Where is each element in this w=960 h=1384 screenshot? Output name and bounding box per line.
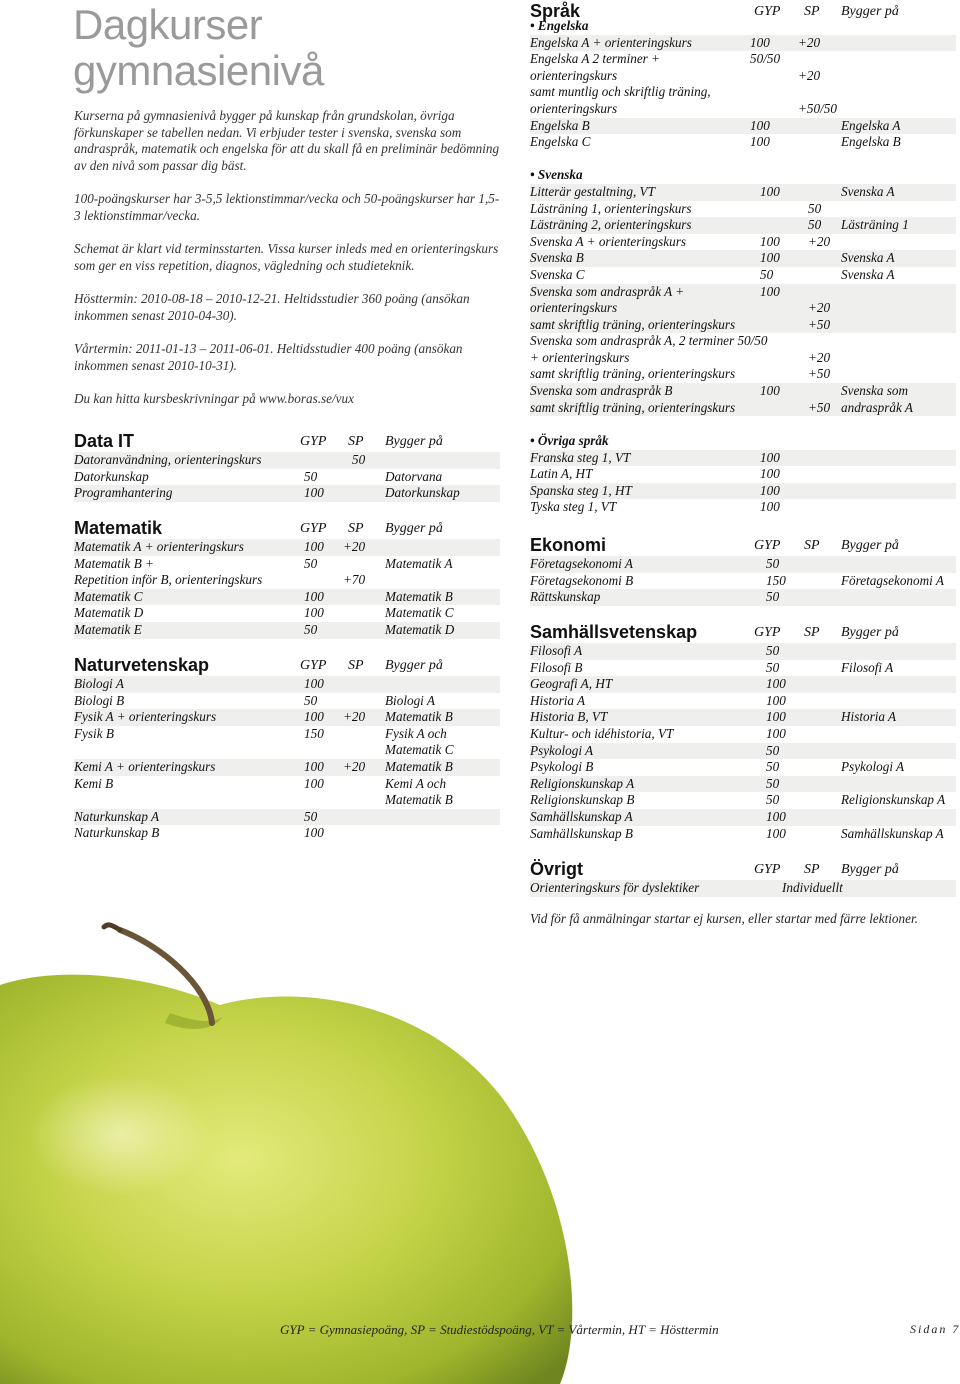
section-header [530, 534, 956, 556]
gyp-value: 100 [760, 482, 780, 498]
prerequisite: Religionskunskap A [841, 792, 946, 808]
section-header [74, 430, 500, 452]
table-row [530, 118, 956, 135]
table-row [530, 660, 956, 677]
section-heading: Övrigt [530, 859, 584, 879]
col-sp: SP [804, 862, 820, 877]
prerequisite: Samhällskunskap A [841, 825, 944, 841]
gyp-value: 50/50 [750, 51, 781, 67]
gyp-value: 100 [766, 692, 786, 708]
table-row [530, 51, 956, 68]
table-row [74, 605, 500, 622]
col-sp: SP [804, 538, 820, 553]
gyp-value: 100 [304, 676, 324, 691]
course-name: samt skriftlig träning, orienteringskurs [530, 399, 736, 415]
prerequisite: Psykologi A [841, 759, 905, 775]
sp-value: +50/50 [798, 100, 837, 116]
prerequisite: Biologi A [385, 692, 435, 708]
subsection-ovriga-sprak: • Övriga språk [530, 433, 609, 448]
table-row [530, 317, 956, 334]
course-name: orienteringskurs [530, 67, 618, 83]
table-row [530, 366, 956, 383]
course-name: Matematik D [74, 605, 144, 621]
intro-text [74, 108, 500, 425]
course-name: Rättskunskap [530, 589, 601, 605]
table-row [530, 826, 956, 843]
table-row [530, 709, 956, 726]
prerequisite: Svenska A [841, 266, 895, 282]
course-name: Lästräning 2, orienteringskurs [530, 217, 692, 233]
gyp-value: 100 [766, 825, 786, 841]
prerequisite: Kemi A och [385, 775, 447, 791]
col-gyp: GYP [754, 862, 781, 877]
table-row [74, 726, 500, 743]
table-row [530, 184, 956, 201]
table-row [74, 539, 500, 556]
subsection-engelska: • Engelska [530, 18, 589, 33]
prerequisite: Filosofi A [841, 659, 894, 675]
prerequisite: Svenska som [841, 383, 909, 399]
gyp-value: 50 [766, 759, 780, 775]
prerequisite: Datorkunskap [385, 485, 460, 501]
course-name: Historia A [530, 692, 586, 708]
course-name: Matematik C [74, 588, 143, 604]
section-heading: Naturvetenskap [74, 655, 210, 675]
course-name: Engelska A + orienteringskurs [530, 34, 692, 50]
course-name: Matematik B + [74, 555, 154, 571]
course-table [74, 539, 500, 639]
course-name: Matematik E [74, 621, 142, 637]
col-sp: SP [804, 625, 820, 640]
prerequisite: Matematik B [385, 709, 453, 725]
course-table [530, 450, 956, 516]
gyp-value: 50 [304, 808, 318, 824]
sp-value: 50 [808, 217, 822, 233]
course-name: Svenska som andraspråk B [530, 383, 673, 399]
course-name: Psykologi A [530, 742, 594, 758]
course-table [530, 880, 956, 897]
table-row [530, 201, 956, 218]
table-row [74, 469, 500, 486]
table-row [530, 466, 956, 483]
course-name: Geografi A, HT [530, 676, 613, 692]
course-name: Samhällskunskap A [530, 808, 633, 824]
table-row [74, 556, 500, 573]
course-table [530, 643, 956, 842]
table-row [74, 622, 500, 639]
col-sp: SP [348, 521, 364, 536]
prerequisite: Företagsekonomi A [841, 572, 944, 588]
page-title: Dagkurser gymnasienivå [73, 1, 324, 94]
sp-value: Individuellt [782, 880, 843, 895]
gyp-value: 100 [766, 725, 786, 741]
col-bygger: Bygger på [841, 625, 899, 640]
section-heading: Matematik [74, 518, 163, 538]
course-name: Latin A, HT [530, 466, 593, 482]
prerequisite: Engelska A [841, 117, 901, 133]
gyp-value: 100 [304, 539, 324, 554]
section-heading: Data IT [74, 431, 135, 451]
prerequisite: Matematik B [385, 758, 453, 774]
course-name: Biologi B [74, 692, 125, 708]
gyp-value: 100 [760, 383, 780, 399]
col-sp: SP [804, 4, 820, 19]
table-row [530, 400, 956, 417]
sp-value: +20 [808, 300, 831, 316]
intro-paragraph: Du kan hitta kursbeskrivningar på www.boras.se/vux [74, 391, 354, 406]
course-name: Religionskunskap A [530, 775, 635, 791]
course-name: Företagsekonomi B [530, 572, 634, 588]
course-name: Svenska som andraspråk A, 2 terminer 50/50 [530, 333, 768, 349]
sp-value: +20 [798, 34, 821, 50]
gyp-value: 50 [760, 266, 774, 282]
section-heading: Språk [530, 1, 581, 21]
course-name: Litterär gestaltning, VT [530, 183, 655, 199]
intro-paragraph: Vårtermin: 2011-01-13 – 2011-06-01. Heltidsstudier 400 poäng (ansökan inkommen senast 2010-10-31). [74, 341, 463, 373]
gyp-value: 50 [304, 468, 318, 484]
course-table [530, 35, 956, 151]
section-sprak [530, 0, 956, 416]
course-name: Repetition inför B, orienteringskurs [74, 572, 263, 588]
col-bygger: Bygger på [841, 862, 899, 877]
table-row [530, 450, 956, 467]
course-name: Orienteringskurs för dyslektiker [530, 880, 700, 895]
course-table [530, 556, 956, 606]
col-gyp: GYP [754, 538, 781, 553]
sp-value: +20 [808, 349, 831, 365]
section-header [530, 858, 956, 880]
gyp-value: 100 [760, 449, 780, 465]
course-name: Datoranvändning, orienteringskurs [74, 452, 262, 467]
table-row [74, 485, 500, 502]
table-row [74, 759, 500, 776]
table-row [530, 300, 956, 317]
course-name: Svenska A + orienteringskurs [530, 233, 687, 249]
course-name: Datorkunskap [74, 468, 149, 484]
prerequisite: Datorvana [385, 468, 443, 484]
course-table [530, 184, 956, 416]
gyp-value: 50 [766, 643, 780, 658]
course-table [74, 676, 500, 842]
apple-image [0, 905, 600, 1384]
prerequisite: Fysik A och [385, 725, 447, 741]
course-name: Naturkunskap A [74, 808, 160, 824]
course-name: orienteringskurs [530, 300, 618, 316]
table-row [530, 726, 956, 743]
course-name: Filosofi B [530, 659, 583, 675]
gyp-value: 50 [766, 659, 780, 675]
table-row [530, 134, 956, 151]
gyp-value: 100 [760, 466, 780, 482]
course-name: Religionskunskap B [530, 792, 635, 808]
table-row [530, 759, 956, 776]
table-row [530, 333, 956, 350]
gyp-value: 50 [766, 589, 780, 605]
course-name: Biologi A [74, 676, 124, 691]
section-naturvetenskap [74, 654, 500, 842]
prerequisite: Matematik B [385, 792, 453, 808]
gyp-value: 100 [750, 117, 770, 133]
course-table [74, 452, 500, 502]
gyp-value: 100 [304, 605, 324, 621]
table-row [74, 742, 500, 759]
course-name: Matematik A + orienteringskurs [74, 539, 244, 554]
table-row [530, 792, 956, 809]
prerequisite: Matematik A [385, 555, 453, 571]
intro-paragraph: 100-poängskurser har 3-5,5 lektionstimmar/vecka och 50-poängskurser har 1,5-3 lektionstimmar/vecka. [74, 191, 500, 223]
section-ovriga-sprak [530, 433, 956, 516]
section-ovrigt [530, 858, 956, 897]
course-name: Psykologi B [530, 759, 594, 775]
table-row [74, 676, 500, 693]
course-name: Engelska A 2 terminer + [530, 51, 661, 67]
section-header [74, 517, 500, 539]
col-bygger: Bygger på [841, 4, 899, 19]
table-row [530, 217, 956, 234]
gyp-value: 50 [766, 775, 780, 791]
section-header [74, 654, 500, 676]
gyp-value: 50 [766, 742, 780, 758]
table-row [530, 643, 956, 660]
prerequisite: Matematik B [385, 588, 453, 604]
section-heading: Ekonomi [530, 535, 607, 555]
table-row [530, 234, 956, 251]
table-row [530, 350, 956, 367]
prerequisite: Matematik C [385, 742, 454, 758]
sp-value: 50 [808, 200, 822, 216]
course-name: samt skriftlig träning, orienteringskurs [530, 316, 736, 332]
footer-legend: GYP = Gymnasiepoäng, SP = Studiestödspoäng, VT = Vårtermin, HT = Hösttermin [280, 1322, 719, 1337]
gyp-value: 100 [304, 485, 324, 501]
table-row [74, 792, 500, 809]
intro-paragraph: Schemat är klart vid terminsstarten. Vissa kurser inleds med en orienteringskurs som ger en viss repetition, diagnos, vägledning och studieteknik. [74, 241, 499, 273]
course-name: Engelska B [530, 117, 590, 133]
cancellation-note: Vid för få anmälningar startar ej kursen, eller startar med färre lektioner. [530, 911, 918, 926]
gyp-value: 50 [766, 792, 780, 808]
prerequisite: andraspråk A [841, 399, 913, 415]
gyp-value: 100 [304, 775, 324, 791]
table-row [530, 68, 956, 85]
sp-value: +70 [343, 572, 366, 588]
course-name: Tyska steg 1, VT [530, 499, 617, 515]
gyp-value: 100 [760, 233, 780, 249]
table-row [530, 880, 956, 897]
col-sp: SP [348, 434, 364, 449]
course-name: Historia B, VT [530, 709, 608, 725]
prerequisite: Engelska B [841, 134, 901, 150]
sp-value: +20 [798, 67, 821, 83]
gyp-value: 100 [766, 676, 786, 692]
section-samhallsvetenskap [530, 621, 956, 842]
course-name: Spanska steg 1, HT [530, 482, 632, 498]
page-number: Sidan 7 [910, 1322, 960, 1336]
gyp-value: 150 [304, 725, 324, 741]
table-row [530, 101, 956, 118]
gyp-value: 100 [304, 825, 324, 841]
gyp-value: 100 [304, 758, 324, 774]
table-row [530, 267, 956, 284]
table-row [530, 693, 956, 710]
prerequisite: Matematik C [385, 605, 454, 621]
section-header [530, 621, 956, 643]
table-row [530, 383, 956, 400]
gyp-value: 100 [304, 709, 324, 725]
section-ekonomi [530, 534, 956, 606]
col-gyp: GYP [300, 521, 327, 536]
col-gyp: GYP [754, 625, 781, 640]
table-row [530, 250, 956, 267]
table-row [530, 483, 956, 500]
intro-paragraph: Hösttermin: 2010-08-18 – 2010-12-21. Heltidsstudier 360 poäng (ansökan inkommen senast 2010-04-30). [74, 291, 470, 323]
gyp-value: 100 [750, 34, 770, 50]
section-data-it [74, 430, 500, 502]
table-row [530, 589, 956, 606]
col-gyp: GYP [300, 434, 327, 449]
gyp-value: 50 [766, 556, 780, 571]
table-row [530, 499, 956, 516]
subsection-svenska: • Svenska [530, 167, 583, 183]
sp-value: 50 [352, 452, 366, 467]
course-name: Engelska C [530, 134, 591, 150]
course-name: Kemi B [74, 775, 114, 791]
course-name: Svenska B [530, 250, 584, 266]
table-row [74, 572, 500, 589]
sp-value: +50 [808, 366, 831, 382]
gyp-value: 150 [766, 572, 786, 588]
table-row [530, 743, 956, 760]
gyp-value: 100 [760, 250, 780, 266]
sp-value: +20 [343, 539, 366, 554]
gyp-value: 50 [304, 555, 318, 571]
table-row [74, 589, 500, 606]
course-name: Svenska C [530, 266, 585, 282]
table-row [530, 84, 956, 101]
prerequisite: Historia A [841, 709, 897, 725]
course-name: Kemi A + orienteringskurs [74, 758, 216, 774]
gyp-value: 100 [760, 183, 780, 199]
course-name: + orienteringskurs [530, 349, 630, 365]
col-bygger: Bygger på [841, 538, 899, 553]
course-name: Svenska som andraspråk A + [530, 283, 685, 299]
course-name: Fysik A + orienteringskurs [74, 709, 217, 725]
table-row [74, 809, 500, 826]
table-row [530, 776, 956, 793]
table-row [74, 693, 500, 710]
course-name: Programhantering [74, 485, 173, 501]
course-name: Lästräning 1, orienteringskurs [530, 200, 692, 216]
course-name: Samhällskunskap B [530, 825, 633, 841]
col-gyp: GYP [300, 658, 327, 673]
gyp-value: 50 [304, 692, 318, 708]
course-name: samt skriftlig träning, orienteringskurs [530, 366, 736, 382]
sp-value: +20 [343, 709, 366, 725]
col-bygger: Bygger på [385, 434, 443, 449]
course-name: Franska steg 1, VT [530, 449, 631, 465]
course-name: samt muntlig och skriftlig träning, [530, 84, 711, 100]
prerequisite: Matematik D [385, 621, 455, 637]
table-row [530, 809, 956, 826]
prerequisite: Lästräning 1 [841, 217, 909, 233]
col-gyp: GYP [754, 4, 781, 19]
gyp-value: 100 [766, 808, 786, 824]
col-bygger: Bygger på [385, 521, 443, 536]
table-row [530, 676, 956, 693]
sp-value: +50 [808, 399, 831, 415]
col-bygger: Bygger på [385, 658, 443, 673]
section-matematik [74, 517, 500, 639]
gyp-value: 50 [304, 621, 318, 637]
gyp-value: 100 [304, 588, 324, 604]
table-row [74, 709, 500, 726]
course-name: Företagsekonomi A [530, 556, 633, 571]
course-name: Naturkunskap B [74, 825, 160, 841]
course-name: orienteringskurs [530, 100, 618, 116]
sp-value: +20 [343, 758, 366, 774]
table-row [530, 35, 956, 52]
section-heading: Samhällsvetenskap [530, 622, 698, 642]
gyp-value: 100 [760, 499, 780, 515]
prerequisite: Svenska A [841, 250, 895, 266]
course-name: Kultur- och idéhistoria, VT [530, 725, 674, 741]
table-row [74, 825, 500, 842]
gyp-value: 100 [760, 283, 780, 299]
table-row [530, 556, 956, 573]
table-row [530, 284, 956, 301]
table-row [74, 452, 500, 469]
prerequisite: Svenska A [841, 183, 895, 199]
intro-paragraph: Kurserna på gymnasienivå bygger på kunskap från grundskolan, övriga förkunskaper se tabellen nedan. Vi erbjuder tester i svenska, svenska som andraspråk, matematik och engelska för att du skall få en preliminär bedömning av den nivå som passar dig bäst. [74, 108, 500, 173]
gyp-value: 100 [750, 134, 770, 150]
table-row [74, 776, 500, 793]
sp-value: +50 [808, 316, 831, 332]
course-name: Fysik B [74, 725, 114, 741]
col-sp: SP [348, 658, 364, 673]
gyp-value: 100 [766, 709, 786, 725]
course-name: Filosofi A [530, 643, 583, 658]
sp-value: +20 [808, 233, 831, 249]
table-row [530, 573, 956, 590]
